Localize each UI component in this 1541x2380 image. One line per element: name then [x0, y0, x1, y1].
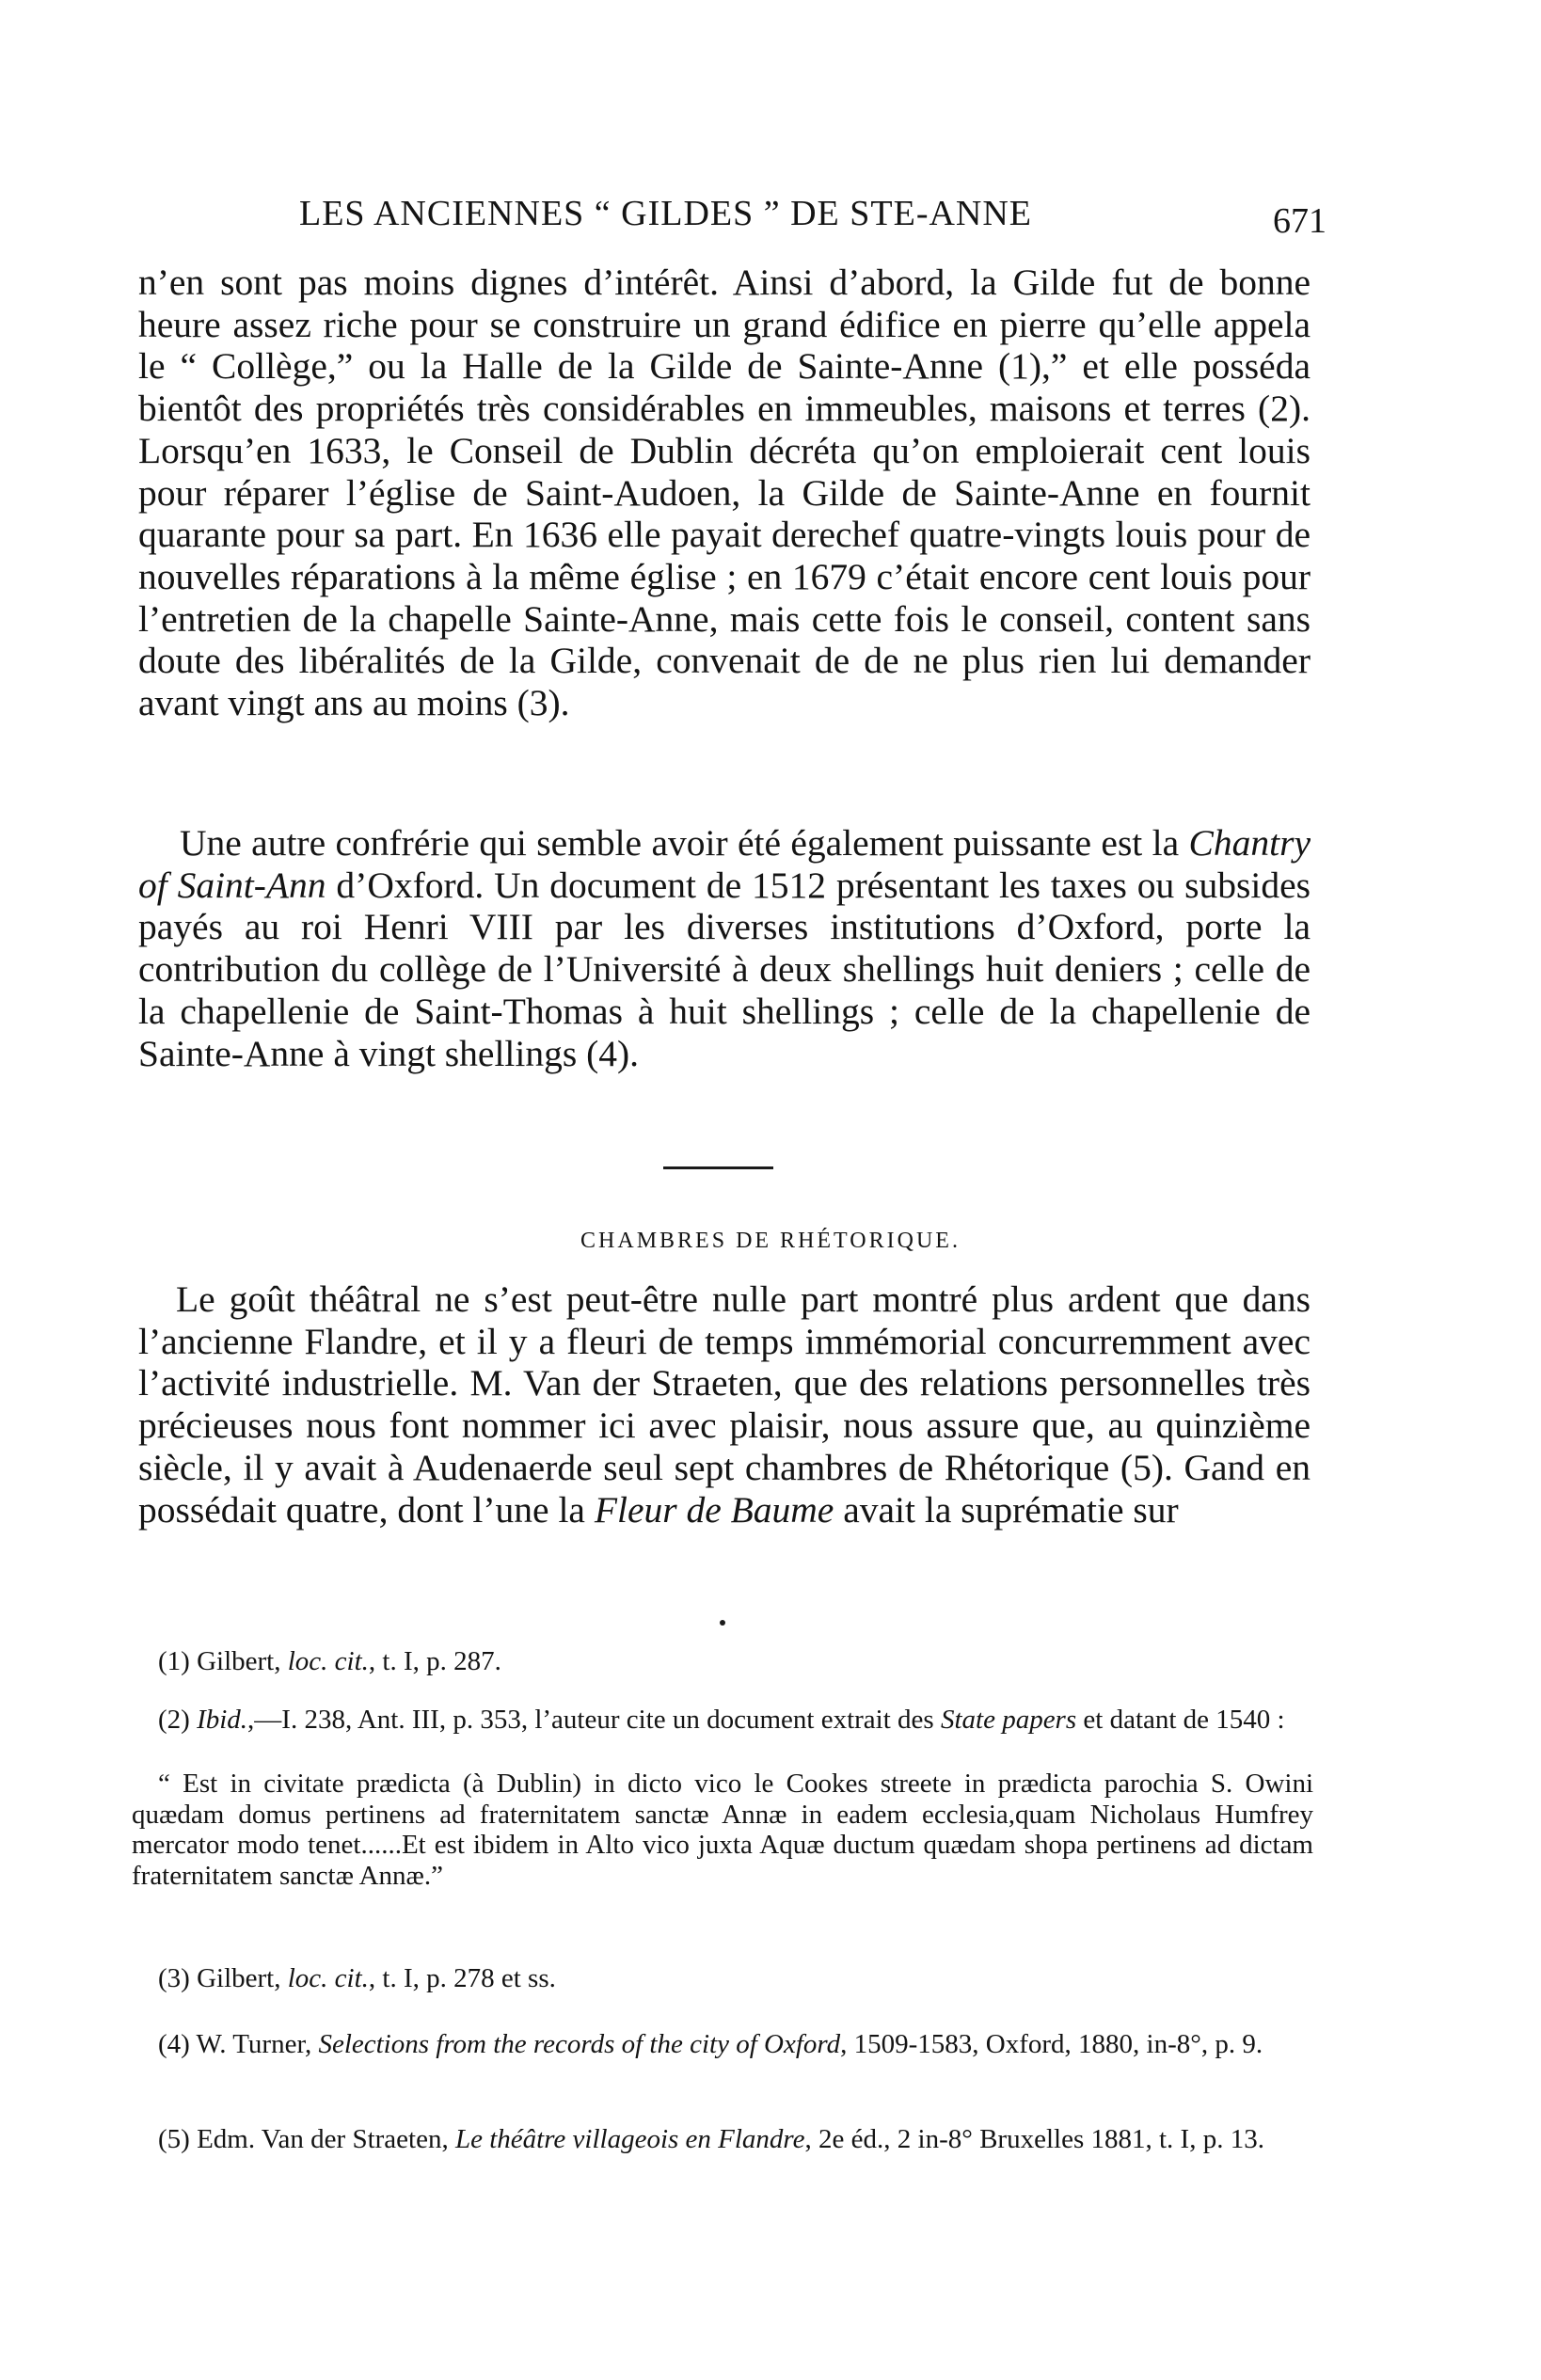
section-divider [663, 1166, 773, 1169]
paragraph-3-italic-title: Fleur de Baume [594, 1488, 834, 1531]
paragraph-2-italic-title: Chantry of Saint-Ann [138, 822, 1311, 906]
footnote-2-text: (2) [158, 1705, 198, 1735]
footnote-2-italic-ibid: Ibid. [197, 1705, 248, 1735]
print-mark [720, 1620, 725, 1626]
paragraph-2-text-start: Une autre confrérie qui semble avoir été également puissante est la [180, 822, 1189, 864]
footnote-4-text: (4) W. Turner, [158, 2029, 319, 2059]
running-title: LES ANCIENNES “ GILDES ” DE STE-ANNE [299, 194, 1033, 233]
section-heading: CHAMBRES DE RHÉTORIQUE. [580, 1229, 961, 1253]
footnote-5-text-end: , 2e éd., 2 in-8° Bruxelles 1881, t. I, p. 13. [804, 2124, 1264, 2154]
footnote-3-italic: loc. cit. [287, 1963, 369, 1993]
paragraph-2 [138, 822, 1311, 1074]
paragraph-2-text-end: d’Oxford. Un document de 1512 présentant les taxes ou subsides payés au roi Henri VIII par les diverses institutions d’Oxford, porte la contribution du collège de l’Université à deux shellings huit deniers ; celle de la chapellenie de Saint-Thomas à huit shellings ; celle de la chapellenie de Sainte-Anne à vingt shellings (4). [138, 864, 1311, 1074]
page-number: 671 [1273, 201, 1327, 241]
paragraph-3-text-start: Le goût théâtral ne s’est peut-être nulle part montré plus ardent que dans l’ancienne Flandre, et il y a fleuri de temps immémorial concurremment avec l’activité industrielle. M. Van der Straeten, que des relations personnelles très précieuses nous font nommer ici avec plaisir, nous assure que, au quinzième siècle, il y avait à Audenaerde seul sept chambres de Rhétorique (5). Gand en possédait quatre, dont l’une la [138, 1278, 1311, 1531]
footnote-5-italic: Le théâtre villageois en Flandre [454, 2124, 805, 2154]
footnote-4-text-end: , 1509-1583, Oxford, 1880, in-8°, p. 9. [840, 2029, 1263, 2059]
footnote-2-italic-source: State papers [940, 1705, 1077, 1735]
footnote-1-text-end: , t. I, p. 287. [368, 1646, 501, 1676]
footnote-4-italic: Selections from the records of the city of Oxford [318, 2029, 841, 2059]
footnote-2-quotation: “ Est in civitate prædicta (à Dublin) in dicto vico le Cookes streete in prædicta parochia S. Owini quædam domus pertinens ad fraternitatem sanctæ Annæ in eadem ecclesia,quam Nicholaus Humfrey mercator modo tenet......Et est ibidem in Alto vico juxta Aquæ ductum quædam shopa pertinens ad dictam fraternitatem sanctæ Annæ.” [132, 1769, 1313, 1891]
footnote-5-text: (5) Edm. Van der Straeten, [158, 2124, 455, 2154]
footnote-3-text-end: , t. I, p. 278 et ss. [368, 1963, 556, 1993]
paragraph-3-text-end: avait la suprématie sur [834, 1488, 1179, 1531]
footnote-1-text: (1) Gilbert, [158, 1646, 288, 1676]
paragraph-1: n’en sont pas moins dignes d’intérêt. Ainsi d’abord, la Gilde fut de bonne heure assez riche pour se construire un grand édifice en pierre qu’elle appela le “ Collège,” ou la Halle de la Gilde de Sainte-Anne (1),” et elle posséda bientôt des propriétés très considérables en immeubles, maisons et terres (2). Lorsqu’en 1633, le Conseil de Dublin décréta qu’on emploierait cent louis pour réparer l’église de Saint-Audoen, la Gilde de Sainte-Anne en fournit quarante pour sa part. En 1636 elle payait derechef quatre-vingts louis pour de nouvelles réparations à la même église ; en 1679 c’était encore cent louis pour l’entretien de la chapelle Sainte-Anne, mais cette fois le conseil, content sans doute des libéralités de la Gilde, convenait de de ne plus rien lui demander avant vingt ans au moins (3). [138, 262, 1311, 724]
footnote-4 [132, 2029, 1313, 2060]
footnote-5 [132, 2124, 1313, 2155]
footnote-1-italic: loc. cit. [287, 1646, 369, 1676]
footnote-3-text: (3) Gilbert, [158, 1963, 288, 1993]
page-header [299, 193, 1327, 240]
footnote-3 [132, 1963, 1313, 1994]
footnote-2-text-end: et datant de 1540 : [1076, 1705, 1285, 1735]
footnote-2 [132, 1705, 1313, 1736]
footnote-1 [132, 1646, 1313, 1677]
paragraph-3 [138, 1278, 1311, 1531]
footnote-2-text-middle: ,—I. 238, Ant. III, p. 353, l’auteur cite un document extrait des [247, 1705, 941, 1735]
